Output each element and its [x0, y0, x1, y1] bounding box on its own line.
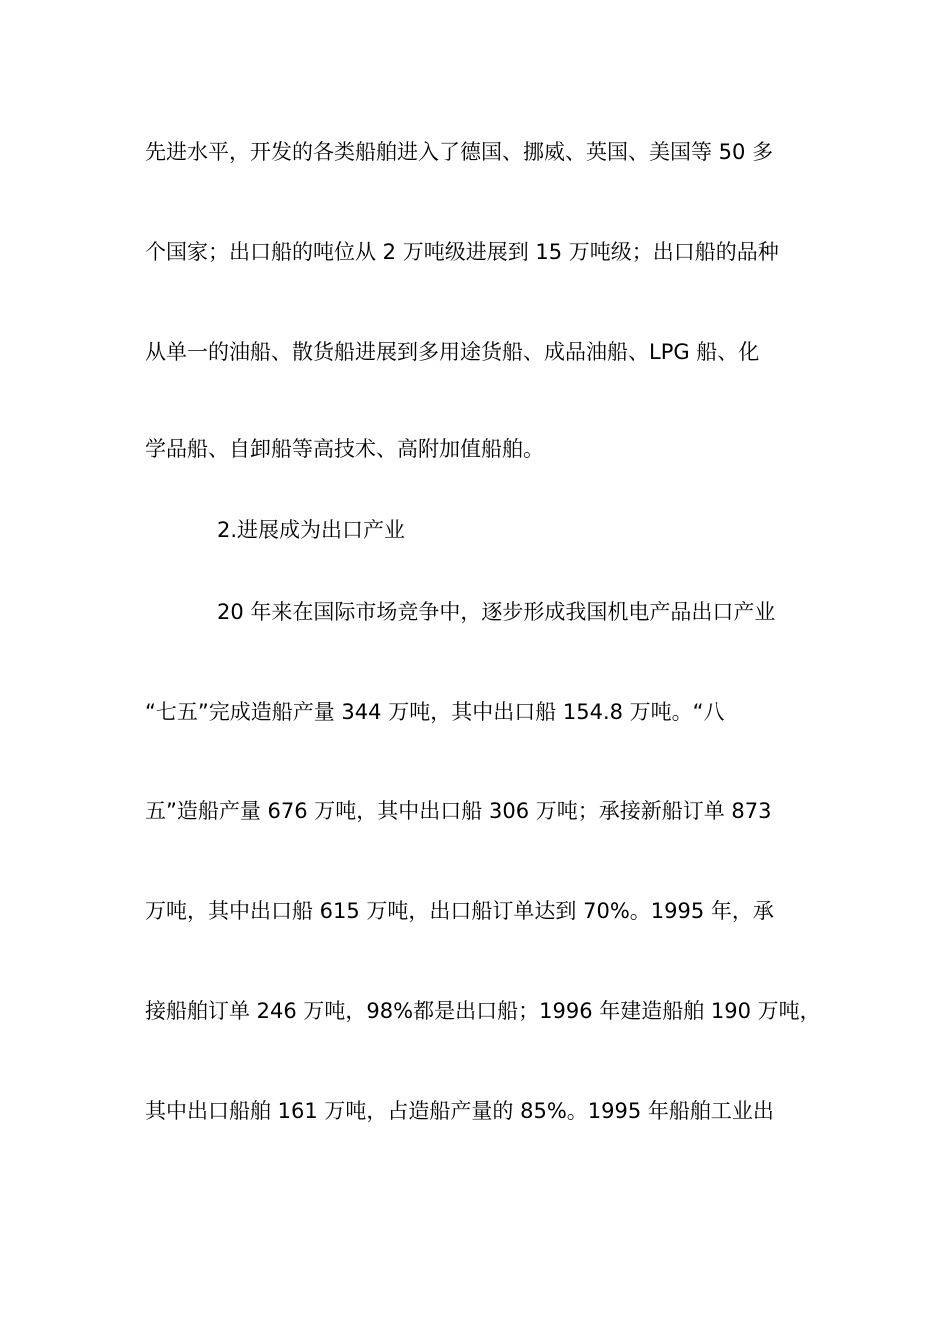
paragraph-line-1: 先进水平，开发的各类船舶进入了德国、挪威、英国、美国等 50 多 [145, 140, 774, 164]
paragraph-line-6: “七五”完成造船产量 344 万吨，其中出口船 154.8 万吨。“八 [145, 700, 725, 724]
paragraph-line-7: 五”造船产量 676 万吨，其中出口船 306 万吨；承接新船订单 873 [145, 799, 772, 823]
paragraph-line-9: 接船舶订单 246 万吨，98%都是出口船；1996 年建造船舶 190 万吨， [145, 999, 821, 1023]
paragraph-line-2: 个国家；出口船的吨位从 2 万吨级进展到 15 万吨级；出口船的品种 [145, 240, 779, 264]
paragraph-line-8: 万吨，其中出口船 615 万吨，出口船订单达到 70%。1995 年，承 [145, 899, 774, 923]
paragraph-line-3: 从单一的油船、散货船进展到多用途货船、成品油船、LPG 船、化 [145, 340, 760, 364]
paragraph-line-4: 学品船、自卸船等高技术、高附加值船舶。 [145, 437, 544, 461]
section-heading: 2.进展成为出口产业 [217, 518, 406, 542]
paragraph-line-5: 20 年来在国际市场竞争中，逐步形成我国机电产品出口产业 [217, 600, 776, 624]
paragraph-line-10: 其中出口船舶 161 万吨，占造船产量的 85%。1995 年船舶工业出 [145, 1099, 774, 1123]
